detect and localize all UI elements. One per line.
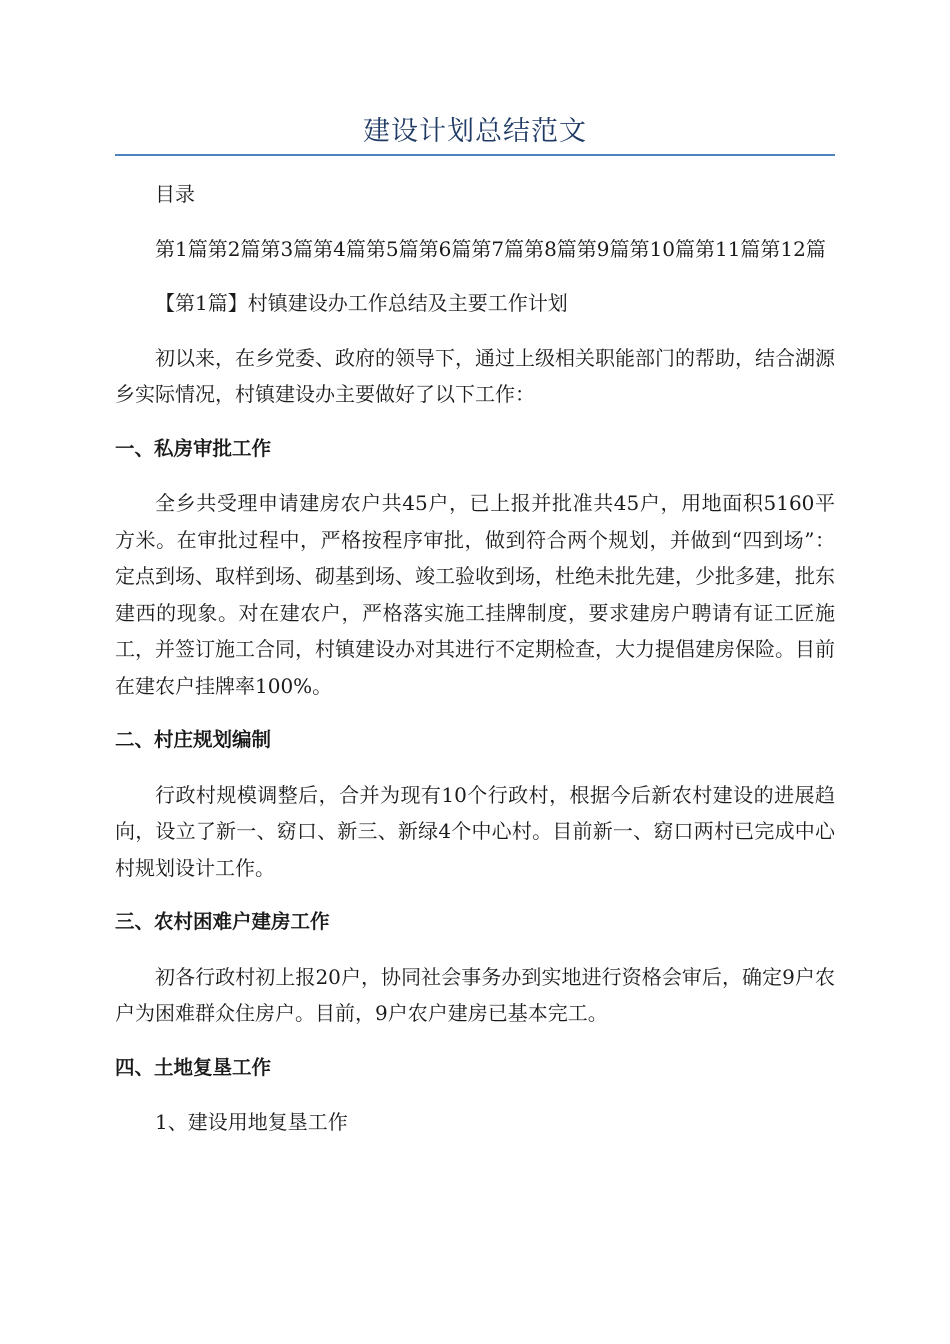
section-body-1: 全乡共受理申请建房农户共45户，已上报并批准共45户，用地面积5160平方米。在审批过程中，严格按程序审批，做到符合两个规划，并做到“四到场”：定点到场、取样到场、砌基到场、竣工验收到场，杜绝未批先建，少批多建，批东建西的现象。对在建农户，严格落实施工挂牌制度，要求建房户聘请有证工匠施工，并签订施工合同，村镇建设办对其进行不定期检查，大力提倡建房保险。目前在建农户挂牌率100%。 bbox=[115, 491, 835, 698]
article-title: 【第1篇】村镇建设办工作总结及主要工作计划 bbox=[155, 291, 568, 315]
section-body-2: 行政村规模调整后，合并为现有10个行政村，根据今后新农村建设的进展趋向，设立了新一、窈口、新三、新绿4个中心村。目前新一、窈口两村已完成中心村规划设计工作。 bbox=[115, 782, 835, 880]
section-heading-3: 三、农村困难户建房工作 bbox=[115, 910, 330, 933]
section-heading-1: 一、私房审批工作 bbox=[115, 436, 272, 460]
section-subitem-4-1: 1、建设用地复垦工作 bbox=[155, 1110, 348, 1134]
title-underline bbox=[115, 154, 835, 156]
section-body-3: 初各行政村初上报20户，协同社会事务办到实地进行资格会审后，确定9户农户为困难群众住房户。目前，9户农户建房已基本完工。 bbox=[115, 964, 835, 1025]
document-title: 建设计划总结范文 bbox=[363, 116, 587, 147]
section-heading-4: 四、土地复垦工作 bbox=[115, 1055, 272, 1079]
section-heading-2: 二、村庄规划编制 bbox=[115, 728, 272, 751]
intro-paragraph: 初以来，在乡党委、政府的领导下，通过上级相关职能部门的帮助，结合湖源乡实际情况，村镇建设办主要做好了以下工作： bbox=[115, 345, 835, 406]
document-body bbox=[115, 176, 835, 1159]
toc-entries: 第1篇第2篇第3篇第4篇第5篇第6篇第7篇第8篇第9篇第10篇第11篇第12篇 bbox=[155, 236, 826, 261]
toc-label: 目录 bbox=[155, 182, 195, 206]
